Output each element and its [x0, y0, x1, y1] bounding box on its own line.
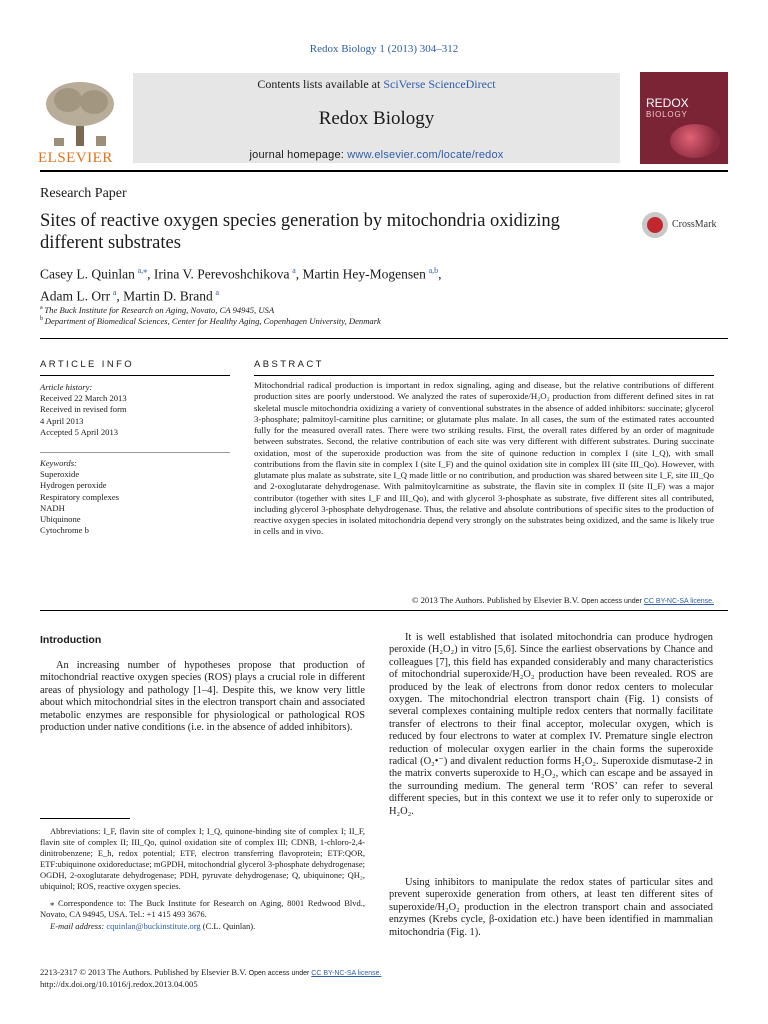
homepage-link[interactable]: www.elsevier.com/locate/redox	[347, 149, 504, 161]
author-affiliation-mark[interactable]: a,b	[428, 266, 439, 275]
history-line: 4 April 2013	[40, 415, 84, 426]
keyword: Respiratory complexes	[40, 491, 119, 502]
introduction-heading: Introduction	[40, 634, 102, 646]
cover-artwork	[670, 124, 720, 158]
crossmark-icon	[642, 212, 668, 238]
keywords	[40, 458, 220, 536]
keyword: Superoxide	[40, 469, 80, 480]
elsevier-tree-logo	[40, 78, 120, 148]
author-name: Casey L. Quinlan	[40, 266, 135, 282]
author-affiliation-mark[interactable]: a	[292, 266, 296, 275]
license-link[interactable]: CC BY-NC-SA license.	[311, 970, 382, 977]
journal-homepage-line	[133, 149, 620, 161]
cover-subtitle: BIOLOGY	[646, 110, 688, 119]
crossmark-badge[interactable]	[642, 212, 726, 242]
header-rule	[40, 170, 728, 172]
history-line: Received in revised form	[40, 404, 127, 415]
history-label: Article history:	[40, 382, 93, 392]
email-footnote	[40, 921, 365, 932]
author-name: Adam L. Orr	[40, 288, 111, 303]
abstract-text: Mitochondrial radical production is important in redox signaling, aging and disease, but the relative contributions of different production sites are poorly understood. We analyzed the rates of superoxide/H₂O₂ production from different defined sites in rat skeletal muscle mitochondria oxidizing a variety of conventional substrates in the absence of added inhibitors: succinate; glycerol 3-phosphate; palmitoyl-carnitine plus carnitine; or glutamate plus malate. In all cases, the sum of the estimated rates accounted fully for the measured overall rates. There were two striking results. First, the overall rates differed by an order of magnitude between substrates. Second, the relative contribution of each site was very different with different substrates. During succinate oxidation, most of the superoxide production was from the site of quinone reduction in complex I (site I_Q), with small contributions from the flavin site in complex I (site I_F) and the quinol oxidation site in complex III (site III_Qo). However, with glutamate plus malate as substrate, site I_Q made little or no contribution, and production was shared between site I_F, site III_Qo and 2-oxoglutarate dehydrogenase. With palmitoylcarnitine as substrate, the flavin site in complex II (site II_F) was a major contributor (together with sites I_F and III_Qo), and with glycerol 3-phosphate as substrate, five different sites all contributed, including glycerol 3-phosphate dehydrogenase. Thus, the relative and absolute contributions of specific sites to the production of reactive oxygen species in isolated mitochondria depend very strongly on the substrates being oxidized, and the same is likely true in cells and in vivo.	[254, 380, 714, 537]
article-title: Sites of reactive oxygen species generation by mitochondria oxidizing different substrates	[40, 211, 560, 253]
contents-prefix: Contents lists available at	[257, 77, 384, 91]
article-type: Research Paper	[40, 186, 127, 201]
page-footer	[40, 967, 381, 990]
journal-name: Redox Biology	[318, 108, 435, 129]
article-history	[40, 382, 220, 438]
introduction-paragraph: Using inhibitors to manipulate the redox states of particular sites and prevent superoxide generation from others, at least ten different sites of superoxide/H₂O₂ production in the electron transport chain and associated enzymes (Krebs cycle, β-oxidation etc.) have been identified in mammalian mitochondria (Fig. 1).	[389, 877, 713, 938]
author-affiliation-mark[interactable]: a	[215, 287, 219, 297]
affiliation	[40, 305, 274, 315]
article-info-label: ARTICLE INFO	[40, 359, 135, 370]
email-label: E-mail address:	[50, 921, 107, 931]
copyright-text: © 2013 The Authors. Published by Elsevier B.V.	[411, 595, 582, 605]
homepage-prefix: journal homepage:	[249, 149, 348, 161]
divider	[40, 610, 728, 611]
contents-line	[133, 77, 620, 92]
author-affiliation-mark[interactable]: a,⁎	[137, 266, 148, 275]
affiliation-text: Department of Biomedical Sciences, Center for Healthy Aging, Copenhagen University, Denmark	[44, 316, 381, 326]
issn-line	[40, 967, 381, 979]
doi-link[interactable]: http://dx.doi.org/10.1016/j.redox.2013.04.005	[40, 979, 198, 989]
issn-text: 2213-2317 © 2013 The Authors. Published by Elsevier B.V.	[40, 967, 249, 977]
affiliation	[40, 316, 381, 326]
author-affiliation-mark[interactable]: a	[112, 287, 117, 297]
crossmark-icon-inner	[647, 217, 663, 233]
affiliation-mark: a	[40, 305, 43, 312]
crossmark-label: CrossMark	[672, 219, 717, 230]
author-name: Irina V. Perevoshchikova	[153, 266, 290, 282]
open-access-text: Open access under	[581, 598, 644, 605]
open-access-text: Open access under	[248, 970, 312, 977]
author-name: Martin D. Brand	[123, 288, 213, 303]
license-link[interactable]: CC BY-NC-SA license.	[643, 598, 714, 605]
divider	[254, 375, 714, 376]
divider	[40, 375, 230, 376]
history-line: Received 22 March 2013	[40, 393, 127, 404]
keyword: Cytochrome b	[40, 525, 89, 536]
abbreviations-footnote: Abbreviations: I_F, flavin site of complex I; I_Q, quinone-binding site of complex I; II_F, flavin site of complex II; III_Qo, quinol oxidation site of complex III; CDNB, 1-chloro-2,4-dinitrobenzene; E_h, redox potential; ETF, electron transferring flavoprotein; ETF:QOR, ETF:ubiquinone oxidoreductase; mGPDH, mitochondrial glycerol 3-phosphate dehydrogenase; OGDH, 2-oxoglutarate dehydrogenase; PDH, pyruvate dehydrogenase; Q, ubiquinone; QH₂, ubiquinol; ROS, reactive oxygen species.	[40, 826, 365, 891]
divider	[40, 452, 230, 453]
abstract-label: ABSTRACT	[254, 359, 324, 370]
footnote-rule	[40, 818, 130, 819]
correspondence-footnote: ⁎ Correspondence to: The Buck Institute for Research on Aging, 8001 Redwood Blvd., Novato, CA 94945, USA. Tel.: +1 415 493 3676.	[40, 898, 365, 919]
abstract-copyright	[254, 595, 714, 605]
elsevier-wordmark: ELSEVIER	[38, 150, 113, 166]
journal-cover	[640, 72, 728, 164]
keyword: Hydrogen peroxide	[40, 480, 107, 491]
keyword: Ubiquinone	[40, 514, 81, 525]
cover-title: REDOX	[646, 96, 689, 110]
author-list: Casey L. Quinlan $^{a,⁎}$, Irina V. Perevoshchikova $^a$, Martin Hey-Mogensen $^{a,b}$, Adam L. Orr $^a$, Martin D. Brand $^a$	[40, 266, 442, 303]
affiliation-mark: b	[40, 316, 43, 323]
email-suffix: (C.L. Quinlan).	[200, 921, 256, 931]
keywords-label: Keywords:	[40, 458, 77, 468]
keyword: NADH	[40, 502, 65, 513]
introduction-paragraph: An increasing number of hypotheses propose that production of mitochondrial reactive oxygen species (ROS) plays a crucial role in different areas of physiology and pathology [1–4]. Despite this, we know very little about which mitochondrial sites in the electron transport chain and associated metabolic enzymes are responsible for physiological or pathological ROS production under native conditions (i.e. in the absence of added inhibitors).	[40, 660, 365, 734]
affiliation-text: The Buck Institute for Research on Aging, Novato, CA 94945, USA	[44, 305, 275, 315]
introduction-paragraph: It is well established that isolated mitochondria can produce hydrogen peroxide (H₂O₂) in vitro [5,6]. Since the earliest observations by Chance and colleagues [7], this field has expanded considerably and many characteristics of mitochondrial superoxide/H₂O₂ production have been revealed. ROS are produced by the leak of electrons from donor redox centers to molecular oxygen. The mitochondrial electron transport chain (Fig. 1) consists of several complexes containing multiple redox centers that normally facilitate transfer of electrons to their final acceptor, molecular oxygen, which is reduced by four electrons to water at complex IV. Premature single electron reduction of molecular oxygen earlier in the chain forms the superoxide radical (O₂•⁻) and divalent reduction forms H₂O₂. Superoxide dismutase-2 in the matrix converts superoxide to H₂O₂, which can escape and be assayed in the surrounding medium. The general term ‘ROS’ can refer to several different species, but in this context we use it to refer only to superoxide or H₂O₂.	[389, 632, 713, 817]
email-link[interactable]: cquinlan@buckinstitute.org	[106, 921, 201, 931]
journal-reference[interactable]: Redox Biology 1 (2013) 304–312	[309, 43, 459, 55]
author-name: Martin Hey-Mogensen	[302, 266, 426, 282]
history-line: Accepted 5 April 2013	[40, 426, 119, 437]
divider	[40, 338, 728, 339]
sciencedirect-link[interactable]: SciVerse ScienceDirect	[383, 77, 496, 91]
